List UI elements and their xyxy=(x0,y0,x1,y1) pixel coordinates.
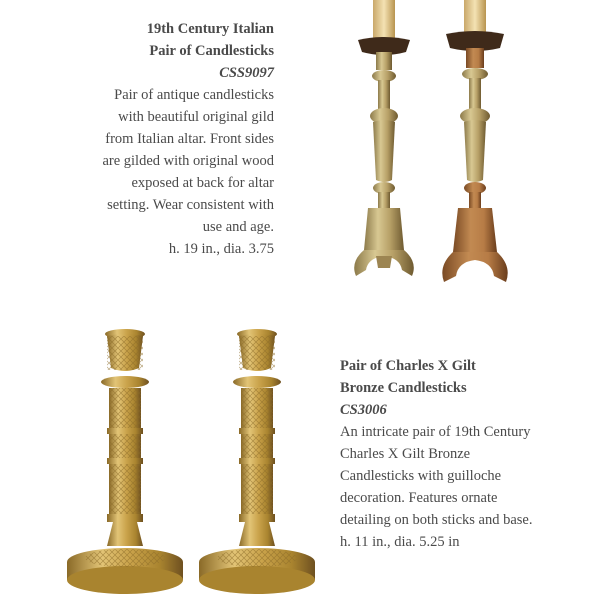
product-1-desc-line-3: from Italian altar. Front sides xyxy=(105,131,274,147)
product-2-code: CS3006 xyxy=(340,402,387,418)
gilt-bronze-candlesticks-photo xyxy=(55,318,330,600)
product-2-title-line-1: Pair of Charles X Gilt xyxy=(340,358,476,374)
product-1-desc-line-2: with beautiful original gild xyxy=(118,109,274,125)
product-1-desc-line-1: Pair of antique candlesticks xyxy=(114,87,274,103)
gilt-wood-altar-candlesticks-photo xyxy=(340,0,570,300)
product-1-dimensions: h. 19 in., dia. 3.75 xyxy=(168,241,274,257)
product-2-dimensions: h. 11 in., dia. 5.25 in xyxy=(340,534,460,550)
product-1-desc-line-7: use and age. xyxy=(202,219,274,235)
product-1-code: CSS9097 xyxy=(219,65,274,81)
right-bronze-candlestick xyxy=(199,329,315,594)
left-altar-candlestick xyxy=(354,0,414,276)
product-2-title-line-2: Bronze Candlesticks xyxy=(340,380,467,396)
product-2-desc-line-4: decoration. Features ornate xyxy=(340,490,498,506)
right-altar-candlestick xyxy=(442,0,507,282)
product-item-1 xyxy=(60,18,274,260)
product-1-title-line-2: Pair of Candlesticks xyxy=(149,43,274,59)
product-2-desc-line-1: An intricate pair of 19th Century xyxy=(340,424,531,440)
product-item-2 xyxy=(340,355,585,553)
product-1-desc-line-5: exposed at back for altar xyxy=(131,175,274,191)
left-bronze-candlestick xyxy=(67,329,183,594)
product-2-desc-line-2: Charles X Gilt Bronze xyxy=(340,446,471,462)
product-1-desc-line-4: are gilded with original wood xyxy=(102,153,274,169)
product-2-desc-line-3: Candlesticks with guilloche xyxy=(340,468,502,484)
product-1-title-line-1: 19th Century Italian xyxy=(146,21,274,37)
product-2-desc-line-5: detailing on both sticks and base. xyxy=(340,512,533,528)
product-1-desc-line-6: setting. Wear consistent with xyxy=(107,197,274,213)
